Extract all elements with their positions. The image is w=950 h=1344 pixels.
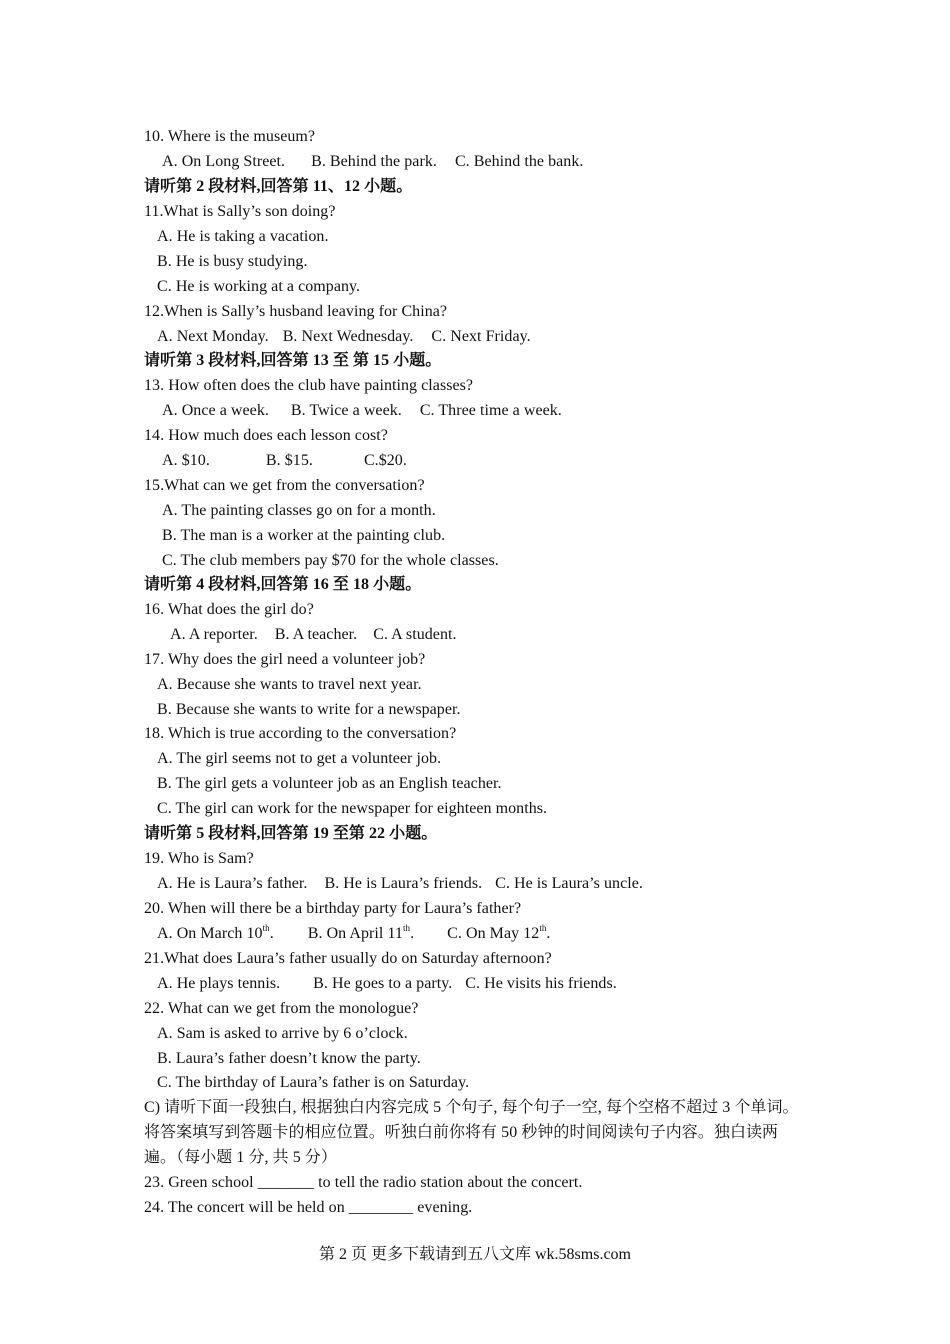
question-12: 12.When is Sally’s husband leaving for China? — [144, 303, 448, 320]
option-a: A. On Long Street. — [162, 153, 286, 170]
question-22-option-b: B. Laura’s father doesn’t know the party. — [157, 1050, 421, 1067]
option-a: A. A reporter. — [170, 626, 258, 643]
question-13-options — [162, 398, 562, 423]
section-heading-5: 请听第 5 段材料,回答第 19 至第 22 小题。 — [144, 825, 438, 842]
question-19-options — [157, 871, 643, 896]
question-12-options — [157, 324, 531, 349]
question-21: 21.What does Laura’s father usually do on Saturday afternoon? — [144, 950, 552, 967]
question-20: 20. When will there be a birthday party for Laura’s father? — [144, 900, 522, 917]
part-c-instructions-line-1: C) 请听下面一段独白, 根据独白内容完成 5 个句子, 每个句子一空, 每个空格不超过 3 个单词。 — [144, 1099, 799, 1116]
question-16-options — [170, 622, 457, 647]
option-b: B. $15. — [265, 452, 313, 469]
section-heading-3: 请听第 3 段材料,回答第 13 至 第 15 小题。 — [144, 352, 442, 369]
question-18-option-b: B. The girl gets a volunteer job as an English teacher. — [157, 775, 502, 792]
question-18-option-a: A. The girl seems not to get a volunteer job. — [157, 750, 442, 767]
question-15-option-b: B. The man is a worker at the painting club. — [162, 527, 446, 544]
question-19: 19. Who is Sam? — [144, 850, 254, 867]
part-c-instructions-line-2: 将答案填写到答题卡的相应位置。听独白前你将有 50 秒钟的时间阅读句子内容。独白读两 — [144, 1124, 779, 1141]
option-b: B. He is Laura’s friends. — [324, 875, 483, 892]
section-heading-4: 请听第 4 段材料,回答第 16 至 18 小题。 — [144, 576, 422, 593]
option-c: C. Behind the bank. — [454, 153, 584, 170]
question-23: 23. Green school _______ to tell the radio station about the concert. — [144, 1174, 583, 1191]
option-b: B. Behind the park. — [311, 153, 437, 170]
question-22: 22. What can we get from the monologue? — [144, 1000, 419, 1017]
option-b: B. He goes to a party. — [313, 975, 453, 992]
option-a: A. $10. — [162, 452, 210, 469]
option-c: C. Three time a week. — [419, 402, 562, 419]
question-11: 11.What is Sally’s son doing? — [144, 203, 336, 220]
option-b: B. On April 11th. — [307, 923, 415, 942]
question-17-option-b: B. Because she wants to write for a newspaper. — [157, 701, 461, 718]
option-a: A. He plays tennis. — [157, 975, 281, 992]
option-c: C. Next Friday. — [431, 328, 531, 345]
question-10-options — [162, 149, 583, 174]
question-16: 16. What does the girl do? — [144, 601, 314, 618]
option-b: B. Next Wednesday. — [282, 328, 414, 345]
question-14: 14. How much does each lesson cost? — [144, 427, 388, 444]
part-c-instructions-line-3: 遍。（每小题 1 分, 共 5 分） — [144, 1149, 337, 1166]
question-18-option-c: C. The girl can work for the newspaper for eighteen months. — [157, 800, 548, 817]
question-15: 15.What can we get from the conversation? — [144, 477, 425, 494]
question-17-option-a: A. Because she wants to travel next year. — [157, 676, 422, 693]
question-10: 10. Where is the museum? — [144, 128, 316, 145]
question-11-option-a: A. He is taking a vacation. — [157, 228, 329, 245]
question-14-options — [162, 448, 407, 473]
section-heading-2: 请听第 2 段材料,回答第 11、12 小题。 — [144, 178, 413, 195]
page-footer: 第 2 页 更多下载请到五八文库 wk.58sms.com — [318, 1246, 631, 1263]
question-13: 13. How often does the club have painting classes? — [144, 377, 474, 394]
option-a: A. He is Laura’s father. — [157, 875, 308, 892]
question-24: 24. The concert will be held on ________ evening. — [144, 1199, 473, 1216]
question-18: 18. Which is true according to the conversation? — [144, 725, 457, 742]
option-c: C. He visits his friends. — [465, 975, 617, 992]
question-11-option-c: C. He is working at a company. — [157, 278, 361, 295]
option-a: A. Once a week. — [162, 402, 269, 419]
question-21-options — [157, 971, 617, 996]
option-a: A. On March 10th. — [157, 923, 274, 942]
option-c: C. He is Laura’s uncle. — [495, 875, 643, 892]
question-17: 17. Why does the girl need a volunteer job? — [144, 651, 426, 668]
question-22-option-a: A. Sam is asked to arrive by 6 o’clock. — [157, 1025, 408, 1042]
question-15-option-a: A. The painting classes go on for a month. — [162, 502, 436, 519]
option-c: C. On May 12th. — [447, 923, 551, 942]
question-11-option-b: B. He is busy studying. — [157, 253, 308, 270]
option-c: C. A student. — [373, 626, 457, 643]
option-b: B. Twice a week. — [290, 402, 402, 419]
option-c: C.$20. — [363, 452, 407, 469]
question-15-option-c: C. The club members pay $70 for the whole classes. — [162, 552, 499, 569]
question-20-options — [157, 921, 550, 946]
option-b: B. A teacher. — [274, 626, 358, 643]
question-22-option-c: C. The birthday of Laura’s father is on Saturday. — [157, 1074, 470, 1091]
option-a: A. Next Monday. — [157, 328, 269, 345]
